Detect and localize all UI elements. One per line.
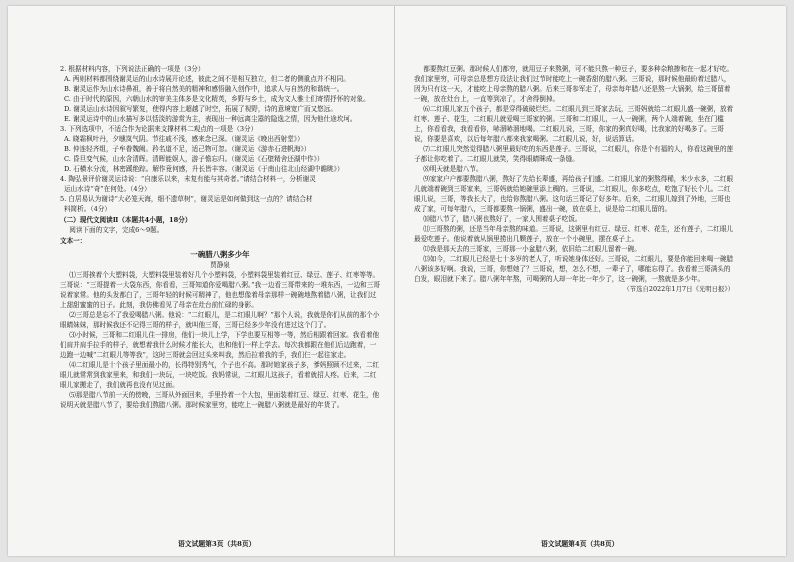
question-4-line-1: 4. 陶弘景评价谢灵运诗说：“自康乐以来，未复有能与其奇者。”请结合材料一，分析谢灵 bbox=[60, 175, 316, 183]
article-paragraph-4: ⑷二红眼儿是十个孩子里面最小的，长得特别秀气，个子也不高。那时她家孩子多，爹妈照顾不过来，二红眼儿就常常到我家里来，和我们一块玩，一块吃饭。我妈常说，二红眼儿这孩子，看着就招人疼。后来，二红眼儿家搬走了，我们就再也没有见过面。 bbox=[60, 361, 380, 389]
question-3-option-a: A. 晓霜枫叶丹，夕曛岚气阴。节往戚不浅，感来念已深。（谢灵运《晚出西射堂》） bbox=[63, 135, 304, 143]
article-paragraph-6: ⑹二红眼儿家五个孩子，都是穿得破破烂烂。二红眼儿到三哥家去玩，三哥妈就给二红眼儿盛一碗粥，放着红枣、莲子、花生，二红眼儿就爱喝三哥家的粥。三哥和二红眼儿，一人一碗粥，两个人端着碗，坐在门槛上，你看看我，我看看你，哧溜哧溜地喝。二红眼儿说，三哥，你家的粥真好喝，比我家的好喝多了。三哥说，你要是喜欢，以后每年腊八都来我家喝粥。二红眼儿说，好，说话算话。 bbox=[414, 105, 734, 143]
article-paragraph-10: ⑽腊八节了，腊八粥也熬好了，一家人围着桌子吃饭。 bbox=[423, 215, 582, 223]
article-paragraph-2: ⑵三哥总是忘不了我爱喝腊八粥。他说：“二红眼儿，是二红眼儿啊？”那个人说，我就是你们从前的那个小眼睛妹妹，那时候我还不记得三哥的样子，就叫他三哥，三哥已经多少年没有进过这个门了。 bbox=[60, 311, 380, 329]
page-fold-divider bbox=[394, 6, 395, 556]
left-page-column bbox=[60, 64, 380, 410]
question-3-stem: 3. 下列选项中，不适合作为论据来支撑材料二观点的一项是（3分） bbox=[60, 125, 258, 133]
article-paragraph-13: ⒀如今，二红眼儿已经是七十多岁的老人了，听说她身体还好。三哥说，二红眼儿，要是你能回来喝一碗腊八粥该多好啊。我说，三哥，你想她了？三哥说，想，怎么不想，一辈子了，哪能忘得了。我看着三哥满头的白发，眼泪就下来了。腊八粥年年熬，可喝粥的人却一年比一年少了，这一碗粥，一熬就是多少年。 bbox=[414, 255, 734, 283]
article-source: （节选自2022年1月7日《光明日报》） bbox=[623, 285, 734, 293]
page-footer-left: 语文试题第3页（共8页） bbox=[178, 540, 256, 548]
text-one-label: 文本一： bbox=[60, 237, 87, 245]
exam-sheet bbox=[8, 6, 786, 556]
article-paragraph-9: ⑼家家户户都要熬腊八粥，熬好了先给长辈盛，再给孩子们盛。二红眼儿家的粥熬得稀，米少水多，二红眼儿就端着碗到三哥家来，三哥妈就给她碗里添上稠的。三哥说，二红眼儿，你多吃点，吃饱了好长个儿。二红眼儿说，三哥，等我长大了，也给你熬腊八粥。这句话三哥记了好多年。后来，二红眼儿嫁到了外地，三哥也成了家，可每年腊八，三哥都要熬一锅粥，盛出一碗，放在桌上，说是给二红眼儿留的。 bbox=[414, 175, 734, 213]
article-paragraph-8: ⑻明天就是腊八节。 bbox=[423, 165, 483, 173]
article-paragraph-11: ⑾三哥熬的粥，还是当年母亲熬的味道。三哥说，这粥里有红豆、绿豆、红枣、花生，还有莲子，二红眼儿最爱吃莲子。他说着就从锅里捞出几颗莲子，放在一个小碗里，摆在桌子上。 bbox=[414, 225, 734, 243]
section-heading: （二）现代文阅读Ⅱ（本题共4小题，18分） bbox=[60, 216, 192, 224]
question-2-stem: 2. 根据材料内容，下列说法正确的一项是（3分） bbox=[60, 65, 205, 73]
question-2-option-d: D. 谢灵运山水诗因叙写繁复，使得内容上超越了时空，拓展了视野，诗的意境宽广而又悠远。 bbox=[63, 105, 337, 113]
question-3-option-d: D. 石横水分流，林密蹊绝踪。解作竟何感，升长皆丰容。（谢灵运《于南山往北山经湖中瞻眺》） bbox=[63, 165, 344, 173]
question-5-line-2: 料简析。（4分） bbox=[63, 205, 112, 213]
question-3-option-b: B. 仲连轻齐组，子牟眷魏阙。矜名道不足，适己物可忽。（谢灵运《游赤石进帆海》） bbox=[63, 145, 311, 153]
article-title: 一碗腊八粥多少年 bbox=[190, 250, 250, 259]
question-4-line-2: 运山水诗“奇”在何处。（4分） bbox=[63, 185, 151, 193]
question-5-line-1: 5. 白居易认为谢诗“大必笼天海，细不遗草树”，谢灵运是如何做到这一点的？请结合材 bbox=[60, 195, 313, 203]
page-footer-right: 语文试题第4页（共8页） bbox=[541, 540, 619, 548]
article-paragraph-3: ⑶小时候，三哥和二红眼儿住一排房，他们一块儿上学，下学也要互相等一等，然后相跟着回家。我看着他们肩并肩手拉手的样子，就想着我什么时候才能长大，也和他们一样上学去。每次我都跟在他们后边跑着，一边跑一边喊“二红眼儿等等我”，这时三哥就会回过头来叫我，然后拉着我的手，我们仨一起往家走。 bbox=[60, 331, 380, 359]
reading-instruction: 阅读下面的文字，完成6～9题。 bbox=[69, 226, 164, 234]
article-paragraph-12: ⑿我是那天去的三哥家，三哥那一小盆腊八粥，依旧给二红眼儿留着一碗。 bbox=[423, 245, 641, 253]
article-paragraph-7: ⑺二红眼儿突然觉得腊八粥里最好吃的东西是莲子。三哥说，二红眼儿，你是个有福的人，你看这碗里的莲子都让你吃着了。二红眼儿就笑，笑得眼睛眯成一条缝。 bbox=[414, 145, 734, 163]
question-2-option-a: A. 两则材料都围绕谢灵运的山水诗展开论述，彼此之间不是相互独立，但二者的侧重点并不相同。 bbox=[63, 75, 350, 83]
article-paragraph-5: ⑸那是腊八节前一天的傍晚，三哥从外面回来，手里拎着一个大包，里面装着红豆、绿豆、红枣、花生，他说明天就是腊八节了，要给我们熬腊八粥。那时候家里穷，能吃上一碗腊八粥就是最好的年货了。 bbox=[60, 391, 380, 409]
question-3-option-c: C. 昏旦变气候，山水含清晖。清晖能娱人，游子憺忘归。（谢灵运《石壁精舍还湖中作》） bbox=[63, 155, 324, 163]
question-2-option-c: C. 由于时代的原因，六朝山水的审美主体多是文化精英，乡野与乡土，成为文人雅士们寄情抒怀的对象。 bbox=[63, 95, 370, 103]
question-2-option-b: B. 谢灵运作为山水诗鼻祖，善于将自然美的精神和感悟融入创作中，追求人与自然的和谐统一。 bbox=[63, 85, 344, 93]
right-page-column bbox=[414, 64, 734, 294]
article-paragraph-1: ⑴三哥挨着个大塑料袋，大塑料袋里装着好几个小塑料袋，小塑料袋里装着红豆、绿豆、莲子、红枣等等。三哥说：“三哥提着一大袋东西，你看看，三哥知道你爱喝腊八粥。”我一边看三哥带来的一堆东西，一边和三哥说着家常。他的头发都白了，三哥年轻的时候可精神了，他也想像着母亲那样一碗碗地熬着腊八粥，让我们过上甜甜蜜蜜的日子。此刻，我仿佛看见了母亲在灶台前忙碌的身影。 bbox=[60, 271, 380, 309]
article-paragraph-cont: 都要熬红豆粥。那时候人们都穷，就用豆子来熬粥，可不能只熬一种豆子，要多种杂粮掺和在一起才好吃。我们家里穷，可母亲总是想方设法让我们过节时能吃上一碗香甜的腊八粥。三哥说，那时候他最盼着过腊八，因为只有这一天，才能吃上母亲熬的腊八粥。后来三哥参军走了，母亲每年腊八还是熬一大锅粥，给三哥留着一碗，放在灶台上，一直等到凉了，才舍得倒掉。 bbox=[414, 65, 734, 103]
question-2-option-e: E. 谢灵运诗中的山水描写多以恬淡的游赏为主，表现出一种远离尘嚣的隐逸之情，因为他仕途坎坷。 bbox=[63, 115, 357, 123]
article-author: 贾静泉 bbox=[210, 261, 230, 269]
